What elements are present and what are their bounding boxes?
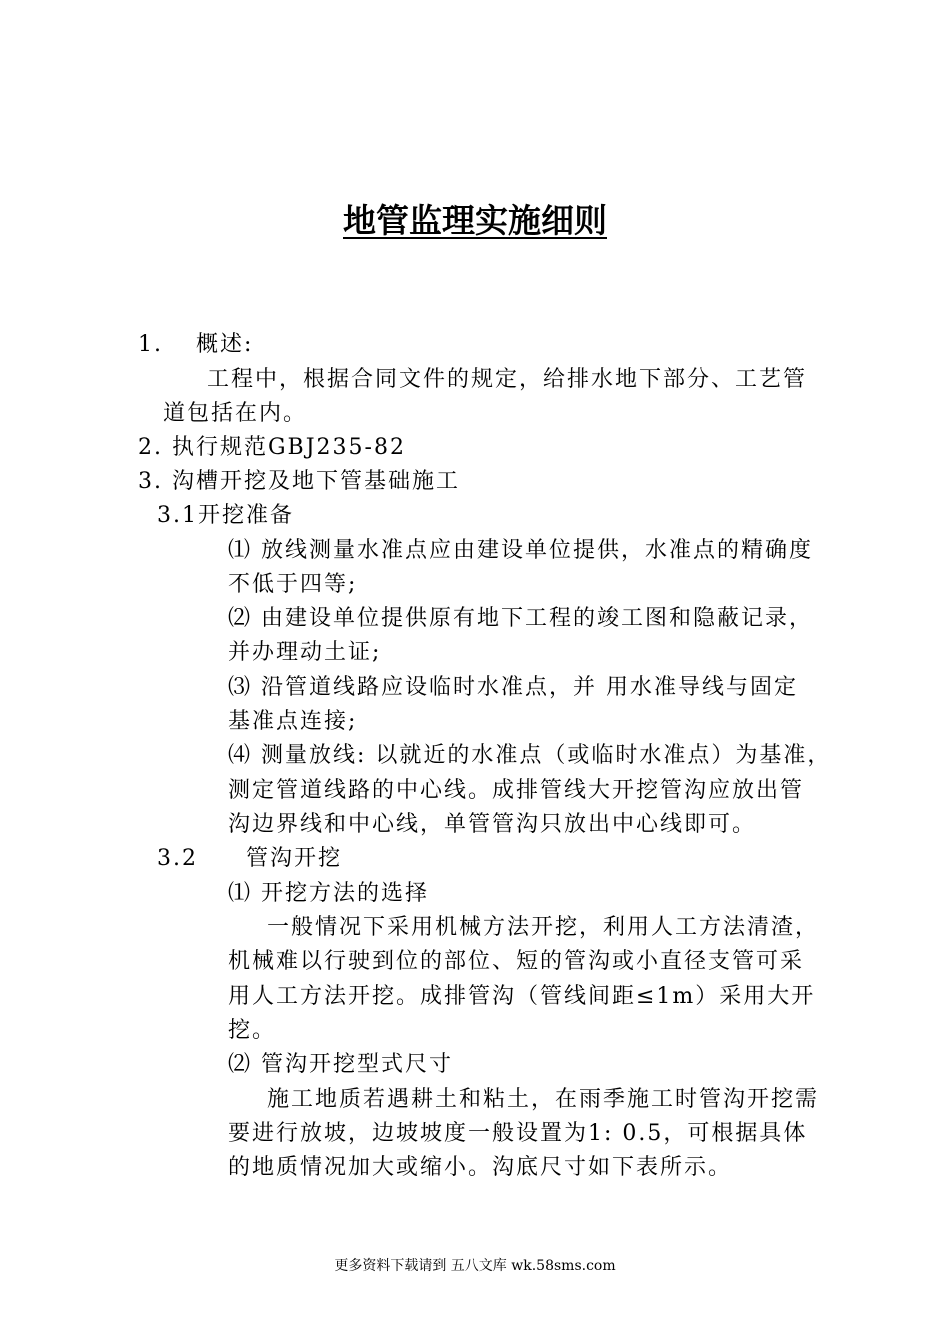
document-title-text: 地管监理实施细则 — [343, 201, 607, 240]
paragraph-line: 机械难以行驶到位的部位、短的管沟或小直径支管可采 — [228, 949, 805, 974]
list-item-continuation: 基准点连接; — [228, 709, 358, 734]
subsection-3-1-heading: 3.1开挖准备 — [157, 503, 294, 528]
paragraph-line: 道包括在内。 — [163, 401, 308, 426]
paragraph-line: 挖。 — [228, 1018, 277, 1043]
list-item-continuation: 沟边界线和中心线，单管管沟只放出中心线即可。 — [228, 812, 757, 837]
paragraph-line: 工程中，根据合同文件的规定，给排水地下部分、工艺管 — [207, 367, 808, 392]
paragraph-line: 的地质情况加大或缩小。沟底尺寸如下表所示。 — [228, 1155, 733, 1180]
list-item: ⑴ 开挖方法的选择 — [228, 881, 429, 906]
page-footer: 更多资料下载请到 五八文库 wk.58sms.com — [334, 1258, 616, 1274]
list-item: ⑵ 管沟开挖型式尺寸 — [228, 1052, 453, 1077]
paragraph-line: 要进行放坡，边坡坡度一般设置为1: 0.5，可根据具体 — [228, 1121, 808, 1146]
document-title — [0, 196, 950, 246]
section-1-heading: 1. 概述: — [138, 332, 254, 357]
list-item-continuation: 测定管道线路的中心线。成排管线大开挖管沟应放出管 — [228, 778, 805, 803]
list-item-continuation: 并办理动土证; — [228, 640, 382, 665]
list-item: ⑴ 放线测量水准点应由建设单位提供，水准点的精确度 — [228, 538, 813, 563]
list-item: ⑷ 测量放线: 以就近的水准点（或临时水准点）为基准， — [228, 743, 832, 768]
paragraph-line: 一般情况下采用机械方法开挖，利用人工方法清渣， — [267, 915, 820, 940]
list-item: ⑶ 沿管道线路应设临时水准点，并 用水准导线与固定 — [228, 675, 798, 700]
list-item: ⑵ 由建设单位提供原有地下工程的竣工图和隐蔽记录， — [228, 606, 813, 631]
subsection-3-2-heading: 3.2 管沟开挖 — [157, 846, 342, 871]
paragraph-line: 施工地质若遇耕土和粘土，在雨季施工时管沟开挖需 — [267, 1087, 820, 1112]
paragraph-line: 用人工方法开挖。成排管沟（管线间距≤1m）采用大开 — [228, 984, 816, 1009]
section-3-heading: 3. 沟槽开挖及地下管基础施工 — [138, 469, 460, 494]
list-item-continuation: 不低于四等; — [228, 572, 358, 597]
section-2-heading: 2. 执行规范GBJ235-82 — [138, 435, 406, 460]
